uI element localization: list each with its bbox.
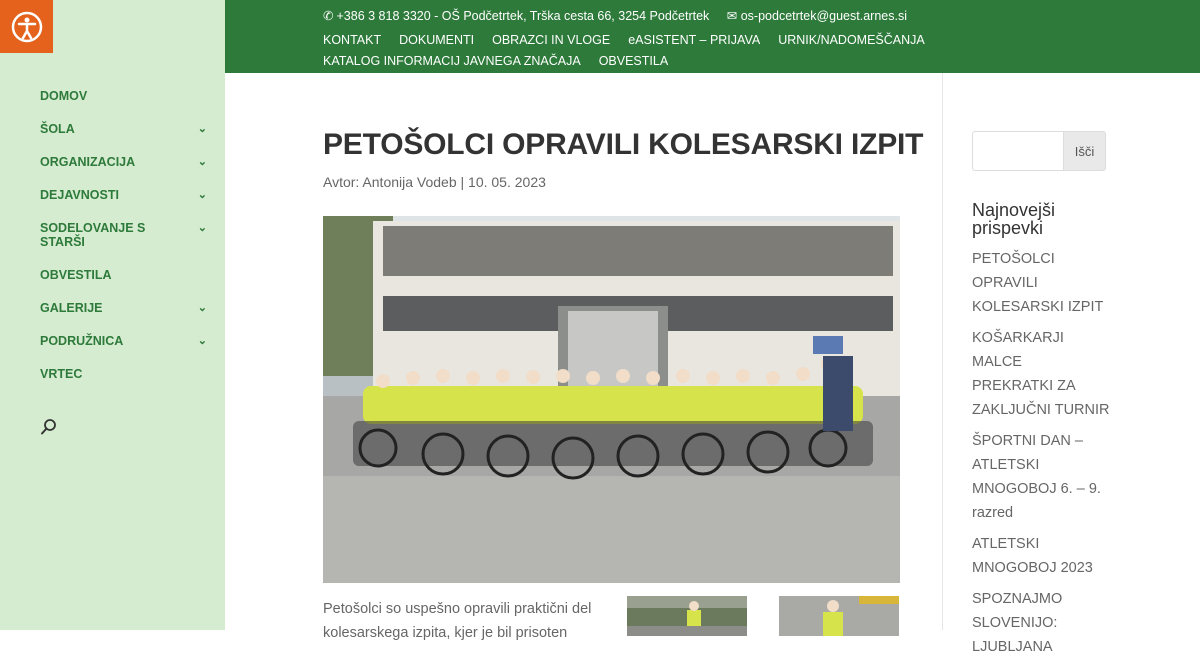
post-body-line: kolesarskega izpita, kjer je bil prisoten [323,625,568,641]
recent-post-link[interactable]: ATLETSKI MNOGOBOJ 2023 [972,536,1093,576]
sidebar-item-domov[interactable]: DOMOV [40,89,88,103]
sidebar-item-organizacija[interactable]: ORGANIZACIJA ⌄ [40,155,207,169]
search-icon[interactable] [40,418,58,436]
sidebar-item-vrtec[interactable]: VRTEC [40,367,83,381]
chevron-down-icon: ⌄ [197,156,207,168]
recent-post-link[interactable]: KOŠARKARJI MALCE PREKRATKI ZA ZAKLJUČNI TURNIR [972,330,1110,418]
gallery-thumbnail[interactable] [627,596,747,636]
recent-post-link[interactable]: PETOŠOLCI OPRAVILI KOLESARSKI IZPIT [972,251,1104,315]
post-body [323,597,603,645]
topnav-dokumenti[interactable]: DOKUMENTI [399,32,475,47]
top-nav-row [323,29,963,50]
thumbnail-illustration [779,596,899,636]
chevron-down-icon: ⌄ [197,302,207,314]
post-meta: Avtor: Antonija Vodeb | 10. 05. 2023 [323,174,546,190]
recent-posts-list [972,247,1112,666]
recent-posts-heading [972,201,1112,237]
topnav-obrazci[interactable]: OBRAZCI IN VLOGE [492,32,611,47]
email-icon: ✉ [726,9,738,23]
phone-address: +386 3 818 3320 - OŠ Podčetrtek, Trška cesta 66, 3254 Podčetrtek [336,9,710,23]
post-body-line: Petošolci so uspešno opravili praktični del [323,601,592,617]
chevron-down-icon: ⌄ [197,335,207,347]
sidebar-item-podruznica[interactable]: PODRUŽNICA ⌄ [40,334,207,348]
main-nav [40,89,210,381]
phone-icon: ✆ [323,9,334,23]
post-title: PETOŠOLCI OPRAVILI KOLESARSKI IZPIT [323,128,924,161]
chevron-down-icon: ⌄ [197,123,207,135]
search-form [972,131,1106,171]
top-header [225,0,1200,73]
recent-post-link[interactable]: ŠPORTNI DAN – ATLETSKI MNOGOBOJ 6. – 9. razred [972,433,1101,521]
thumbnail-illustration [627,596,747,636]
left-sidebar [0,0,225,630]
search-input[interactable] [972,131,1064,171]
sidebar-item-sola[interactable]: ŠOLA ⌄ [40,122,207,136]
sidebar-item-sodelovanje[interactable]: SODELOVANJE S STARŠI ⌄ [40,221,207,249]
topnav-katalog[interactable]: KATALOG INFORMACIJ JAVNEGA ZNAČAJA [323,53,581,68]
search-button[interactable]: Išči [1063,131,1106,171]
top-nav-row [323,50,963,71]
sidebar-divider [942,73,943,630]
featured-image[interactable] [323,216,900,583]
sidebar-item-galerije[interactable]: GALERIJE ⌄ [40,301,207,315]
recent-post-link[interactable]: SPOZNAJMO SLOVENIJO: LJUBLJANA [972,591,1063,655]
email-link[interactable]: os-podcetrtek@guest.arnes.si [740,9,907,23]
contact-info [323,8,907,23]
topnav-urnik[interactable]: URNIK/NADOMEŠČANJA [778,32,925,47]
chevron-down-icon: ⌄ [197,222,207,234]
topnav-obvestila[interactable]: OBVESTILA [598,53,669,68]
recent-posts-heading-line: prispevki [972,218,1044,238]
recent-posts-heading-line: Najnovejši [972,200,1056,220]
chevron-down-icon: ⌄ [197,189,207,201]
top-nav [323,29,963,71]
group-photo-illustration [323,216,900,583]
accessibility-icon [10,10,44,44]
sidebar-item-dejavnosti[interactable]: DEJAVNOSTI ⌄ [40,188,207,202]
accessibility-button[interactable] [0,0,53,53]
topnav-easistent[interactable]: eASISTENT – PRIJAVA [628,32,761,47]
sidebar-item-obvestila[interactable]: OBVESTILA [40,268,112,282]
gallery-thumbnail[interactable] [779,596,899,636]
topnav-kontakt[interactable]: KONTAKT [323,32,382,47]
